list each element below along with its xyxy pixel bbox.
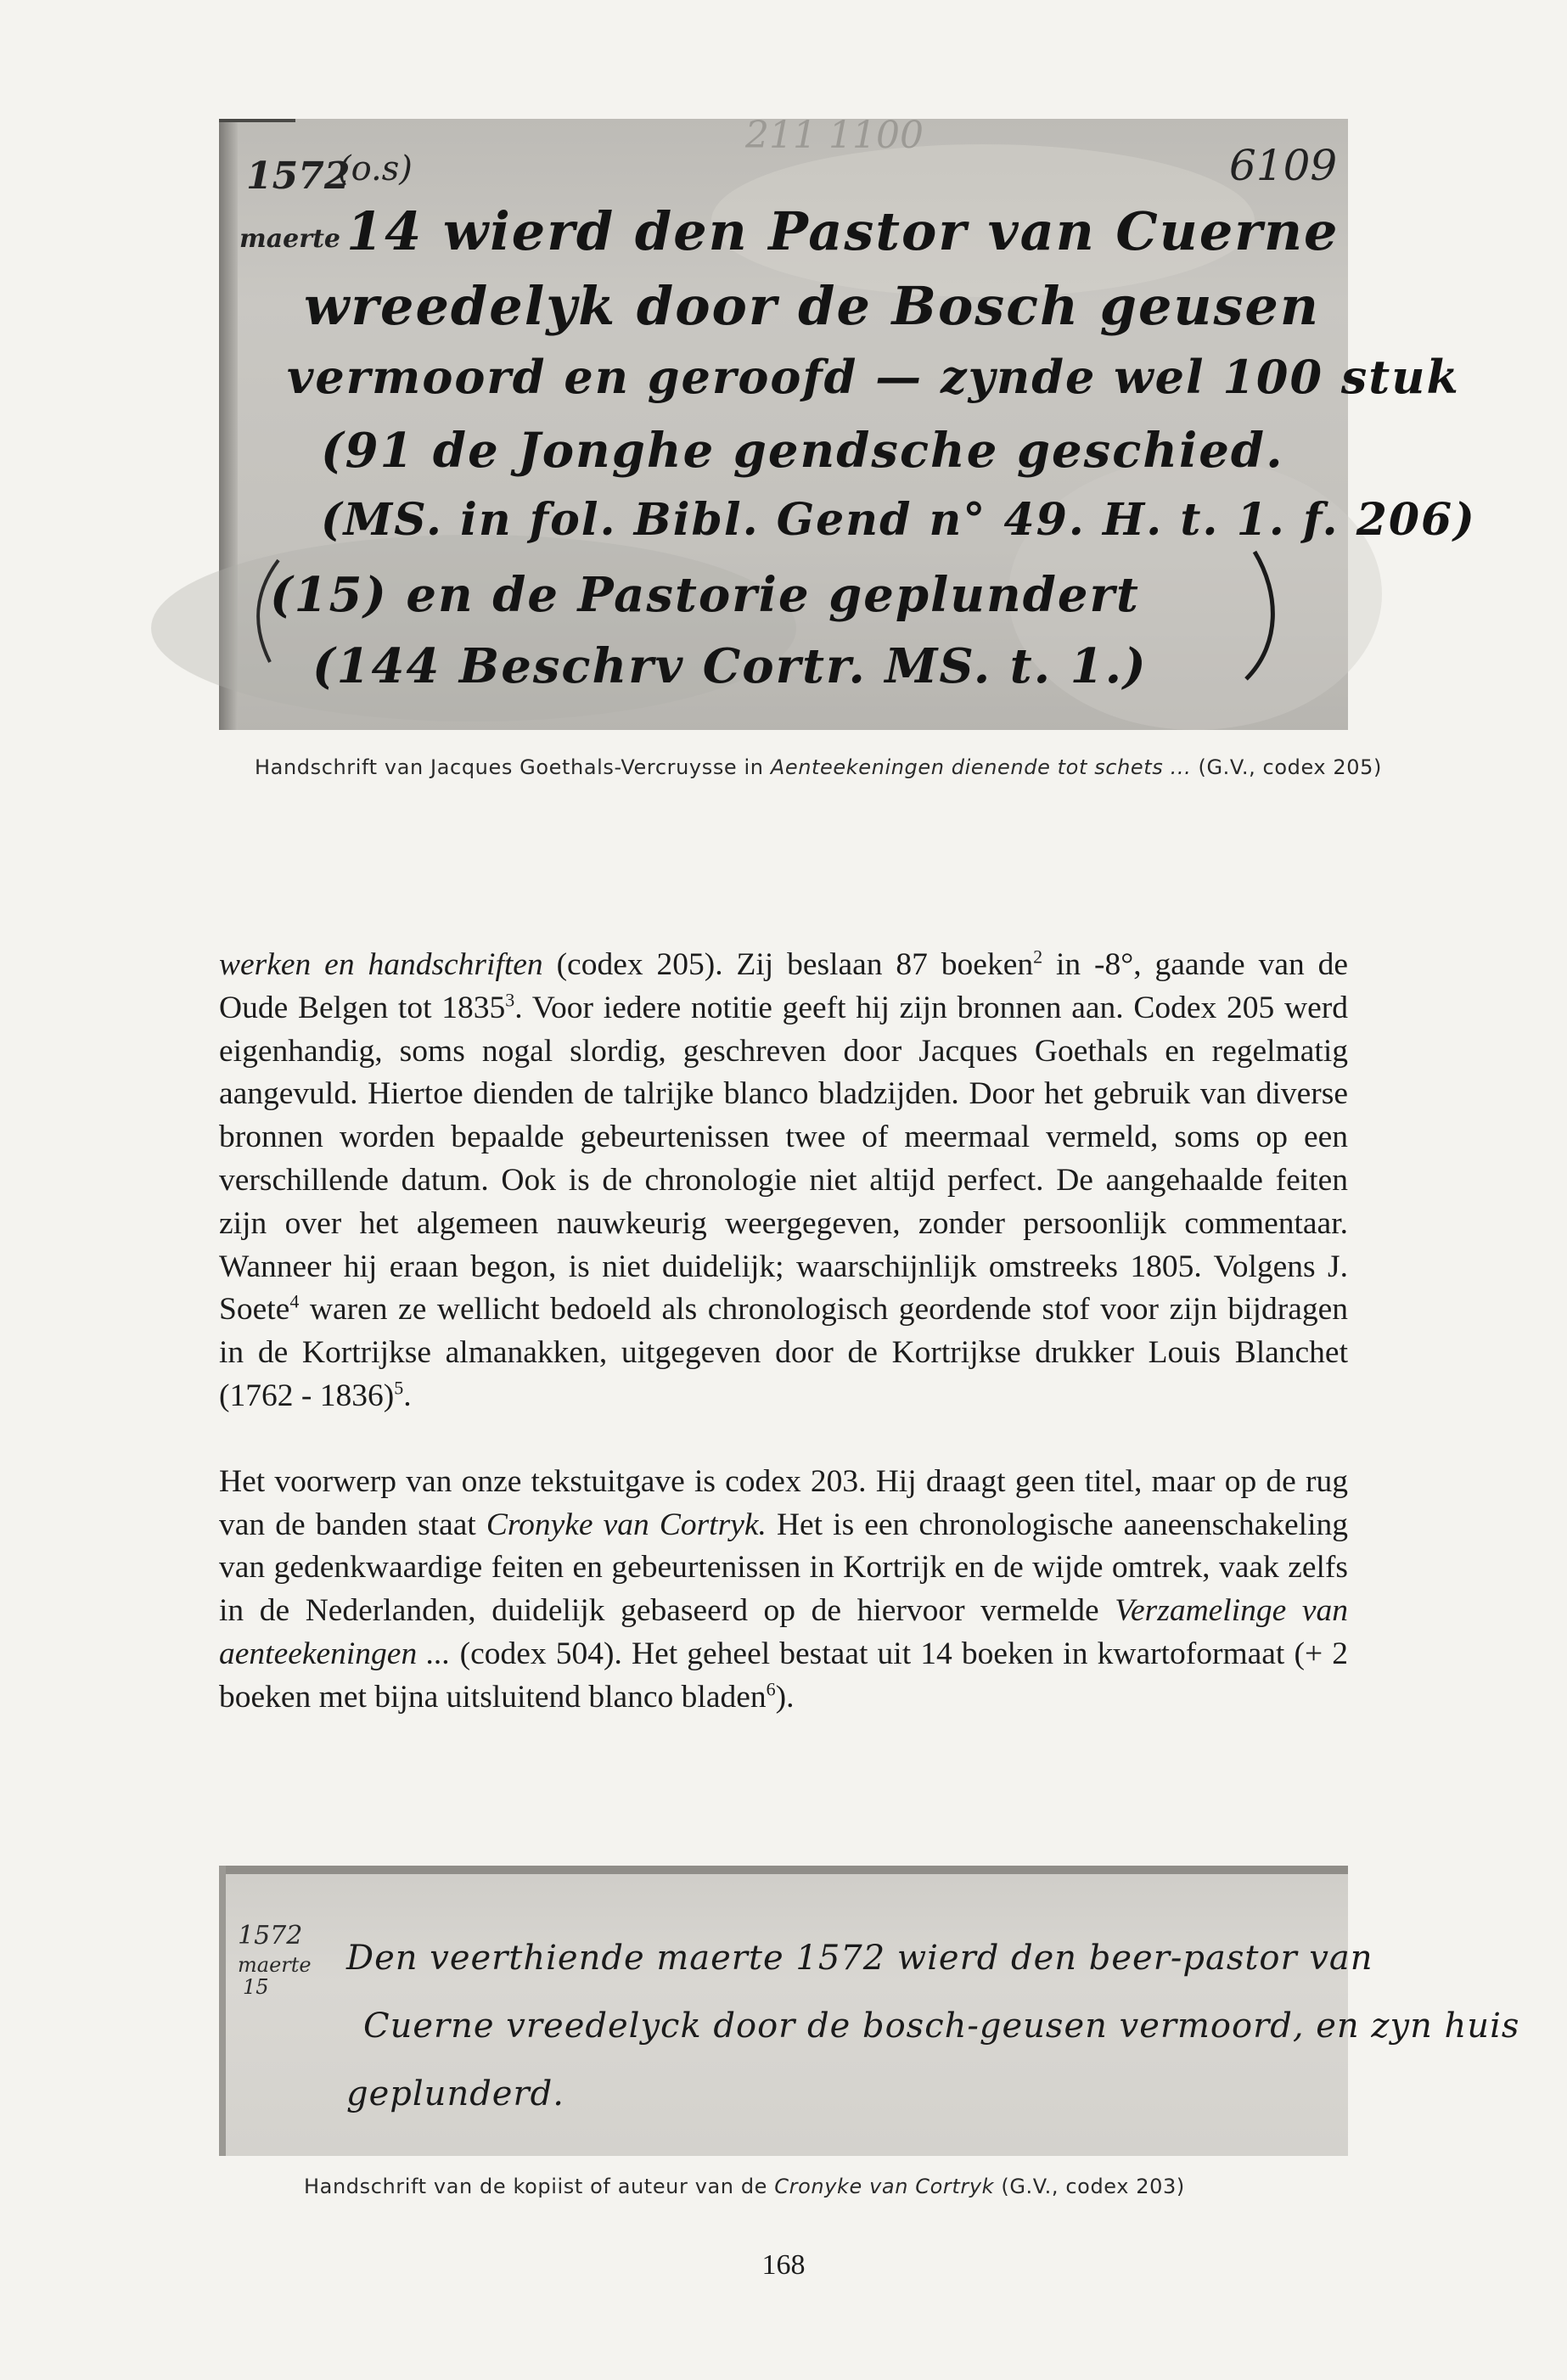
caption-2-suffix: (G.V., codex 203): [994, 2175, 1185, 2198]
paragraph-2-text-a: Het voorwerp van onze tekstuitgave is codex 203. Hij draagt geen titel, maar op de rug van de banden staat: [219, 1463, 1348, 1542]
manuscript-line-2: wreedelyk door de Bosch geusen: [304, 275, 1320, 337]
caption-2: [304, 2175, 1185, 2198]
margin-day-2: 15: [243, 1975, 269, 1999]
manuscript-2-line-3: geplunderd.: [346, 2074, 564, 2113]
manuscript-2-line-2: Cuerne vreedelyck door de bosch-geusen vermoord, en zyn huis: [363, 2007, 1520, 2046]
paragraph-2-text-b: Het is een chronologische aaneenschakeling van gedenkwaardige feiten en gebeurtenissen in Kortrijk en de wijde omtrek, vaak zelfs in de Nederlanden, duidelijk gebaseerd op de hiervoor vermelde: [219, 1507, 1348, 1629]
manuscript-photo-2: [219, 1866, 1520, 2156]
manuscript-line-6: (15) en de Pastorie geplundert: [270, 567, 1140, 623]
footnote-ref-4: 4: [289, 1290, 300, 1312]
body-text: [219, 944, 1348, 1720]
manuscript-line-1: 14 wierd den Pastor van Cuerne: [346, 200, 1340, 262]
faint-header-text: 211 1100: [745, 114, 924, 157]
manuscript-line-4: (91 de Jonghe gendsche geschied.: [321, 423, 1284, 479]
paragraph-2-title-cronyke: Cronyke van Cortryk.: [486, 1507, 767, 1542]
paragraph-1: [219, 944, 1348, 1418]
paragraph-1-italic-lead: werken en handschriften: [219, 947, 543, 982]
paragraph-2: [219, 1461, 1348, 1720]
paragraph-1-text-e: .: [403, 1378, 412, 1413]
caption-1-suffix: (G.V., codex 205): [1191, 755, 1382, 779]
manuscript-line-5: (MS. in fol. Bibl. Gend n° 49. H. t. 1. f. 206): [321, 494, 1476, 546]
photo-2-top-edge: [219, 1866, 1348, 1874]
paragraph-1-text-b: in -8°, gaande van de Oude Belgen tot 1835: [219, 947, 1348, 1025]
photo-2-left-edge: [219, 1866, 226, 2156]
margin-note: (o.s): [338, 149, 413, 188]
footnote-ref-2: 2: [1033, 946, 1043, 968]
folio-number: 6109: [1229, 141, 1338, 190]
footnote-ref-6: 6: [766, 1678, 776, 1700]
margin-year: 1572: [246, 154, 351, 198]
caption-1-prefix: Handschrift van Jacques Goethals-Vercruysse in: [255, 755, 771, 779]
margin-year-2: 1572: [238, 1921, 303, 1951]
paragraph-2-text-c: (codex 504). Het geheel bestaat uit 14 boeken in kwartoformaat (+ 2 boeken met bijna uitsluitend blanco bladen: [219, 1636, 1348, 1715]
manuscript-line-3: vermoord en geroofd — zynde wel 100 stuk: [287, 350, 1460, 404]
footnote-ref-5: 5: [394, 1377, 404, 1399]
caption-2-title: Cronyke van Cortryk: [774, 2175, 995, 2198]
caption-1-title: Aenteekeningen dienende tot schets ...: [770, 755, 1192, 779]
caption-1: [255, 755, 1382, 779]
manuscript-photo-1: [219, 114, 1476, 730]
margin-month-2: maerte: [238, 1953, 312, 1977]
caption-2-prefix: Handschrift van de kopiist of auteur van de: [304, 2175, 775, 2198]
manuscript-2-line-1: Den veerthiende maerte 1572 wierd den beer-pastor van: [346, 1939, 1373, 1978]
paragraph-1-text-c: . Voor iedere notitie geeft hij zijn bronnen aan. Codex 205 werd eigenhandig, soms nogal slordig, geschreven door Jacques Goethals en regelmatig aangevuld. Hiertoe dienden de talrijke blanco bladzijden. Door het gebruik van diverse bronnen worden bepaalde gebeurtenissen twee of meermaal vermeld, soms op een verschillende datum. Ook is de chronologie niet altijd perfect. De aangehaalde feiten zijn over het algemeen nauwkeurig weergegeven, zonder persoonlijk commentaar. Wanneer hij eraan begon, is niet duidelijk; waarschijnlijk omstreeks 1805. Volgens J. Soete: [219, 990, 1348, 1328]
paragraph-1-text-a: (codex 205). Zij beslaan 87 boeken: [542, 947, 1034, 982]
paragraph-1-text-d: waren ze wellicht bedoeld als chronologisch geordende stof voor zijn bijdragen in de Kortrijkse almanakken, uitgegeven door de Kortrijkse drukker Louis Blanchet (1762 - 1836): [219, 1292, 1348, 1413]
manuscript-line-7: (144 Beschrv Cortr. MS. t. 1.): [312, 638, 1148, 694]
footnote-ref-3: 3: [505, 989, 515, 1011]
page-number: 168: [761, 2249, 806, 2281]
paragraph-2-text-d: ).: [775, 1679, 795, 1715]
margin-month: maerte: [239, 224, 341, 254]
paragraph-2-title-verzamelinge: Verzamelinge van aenteekeningen ...: [219, 1593, 1348, 1671]
